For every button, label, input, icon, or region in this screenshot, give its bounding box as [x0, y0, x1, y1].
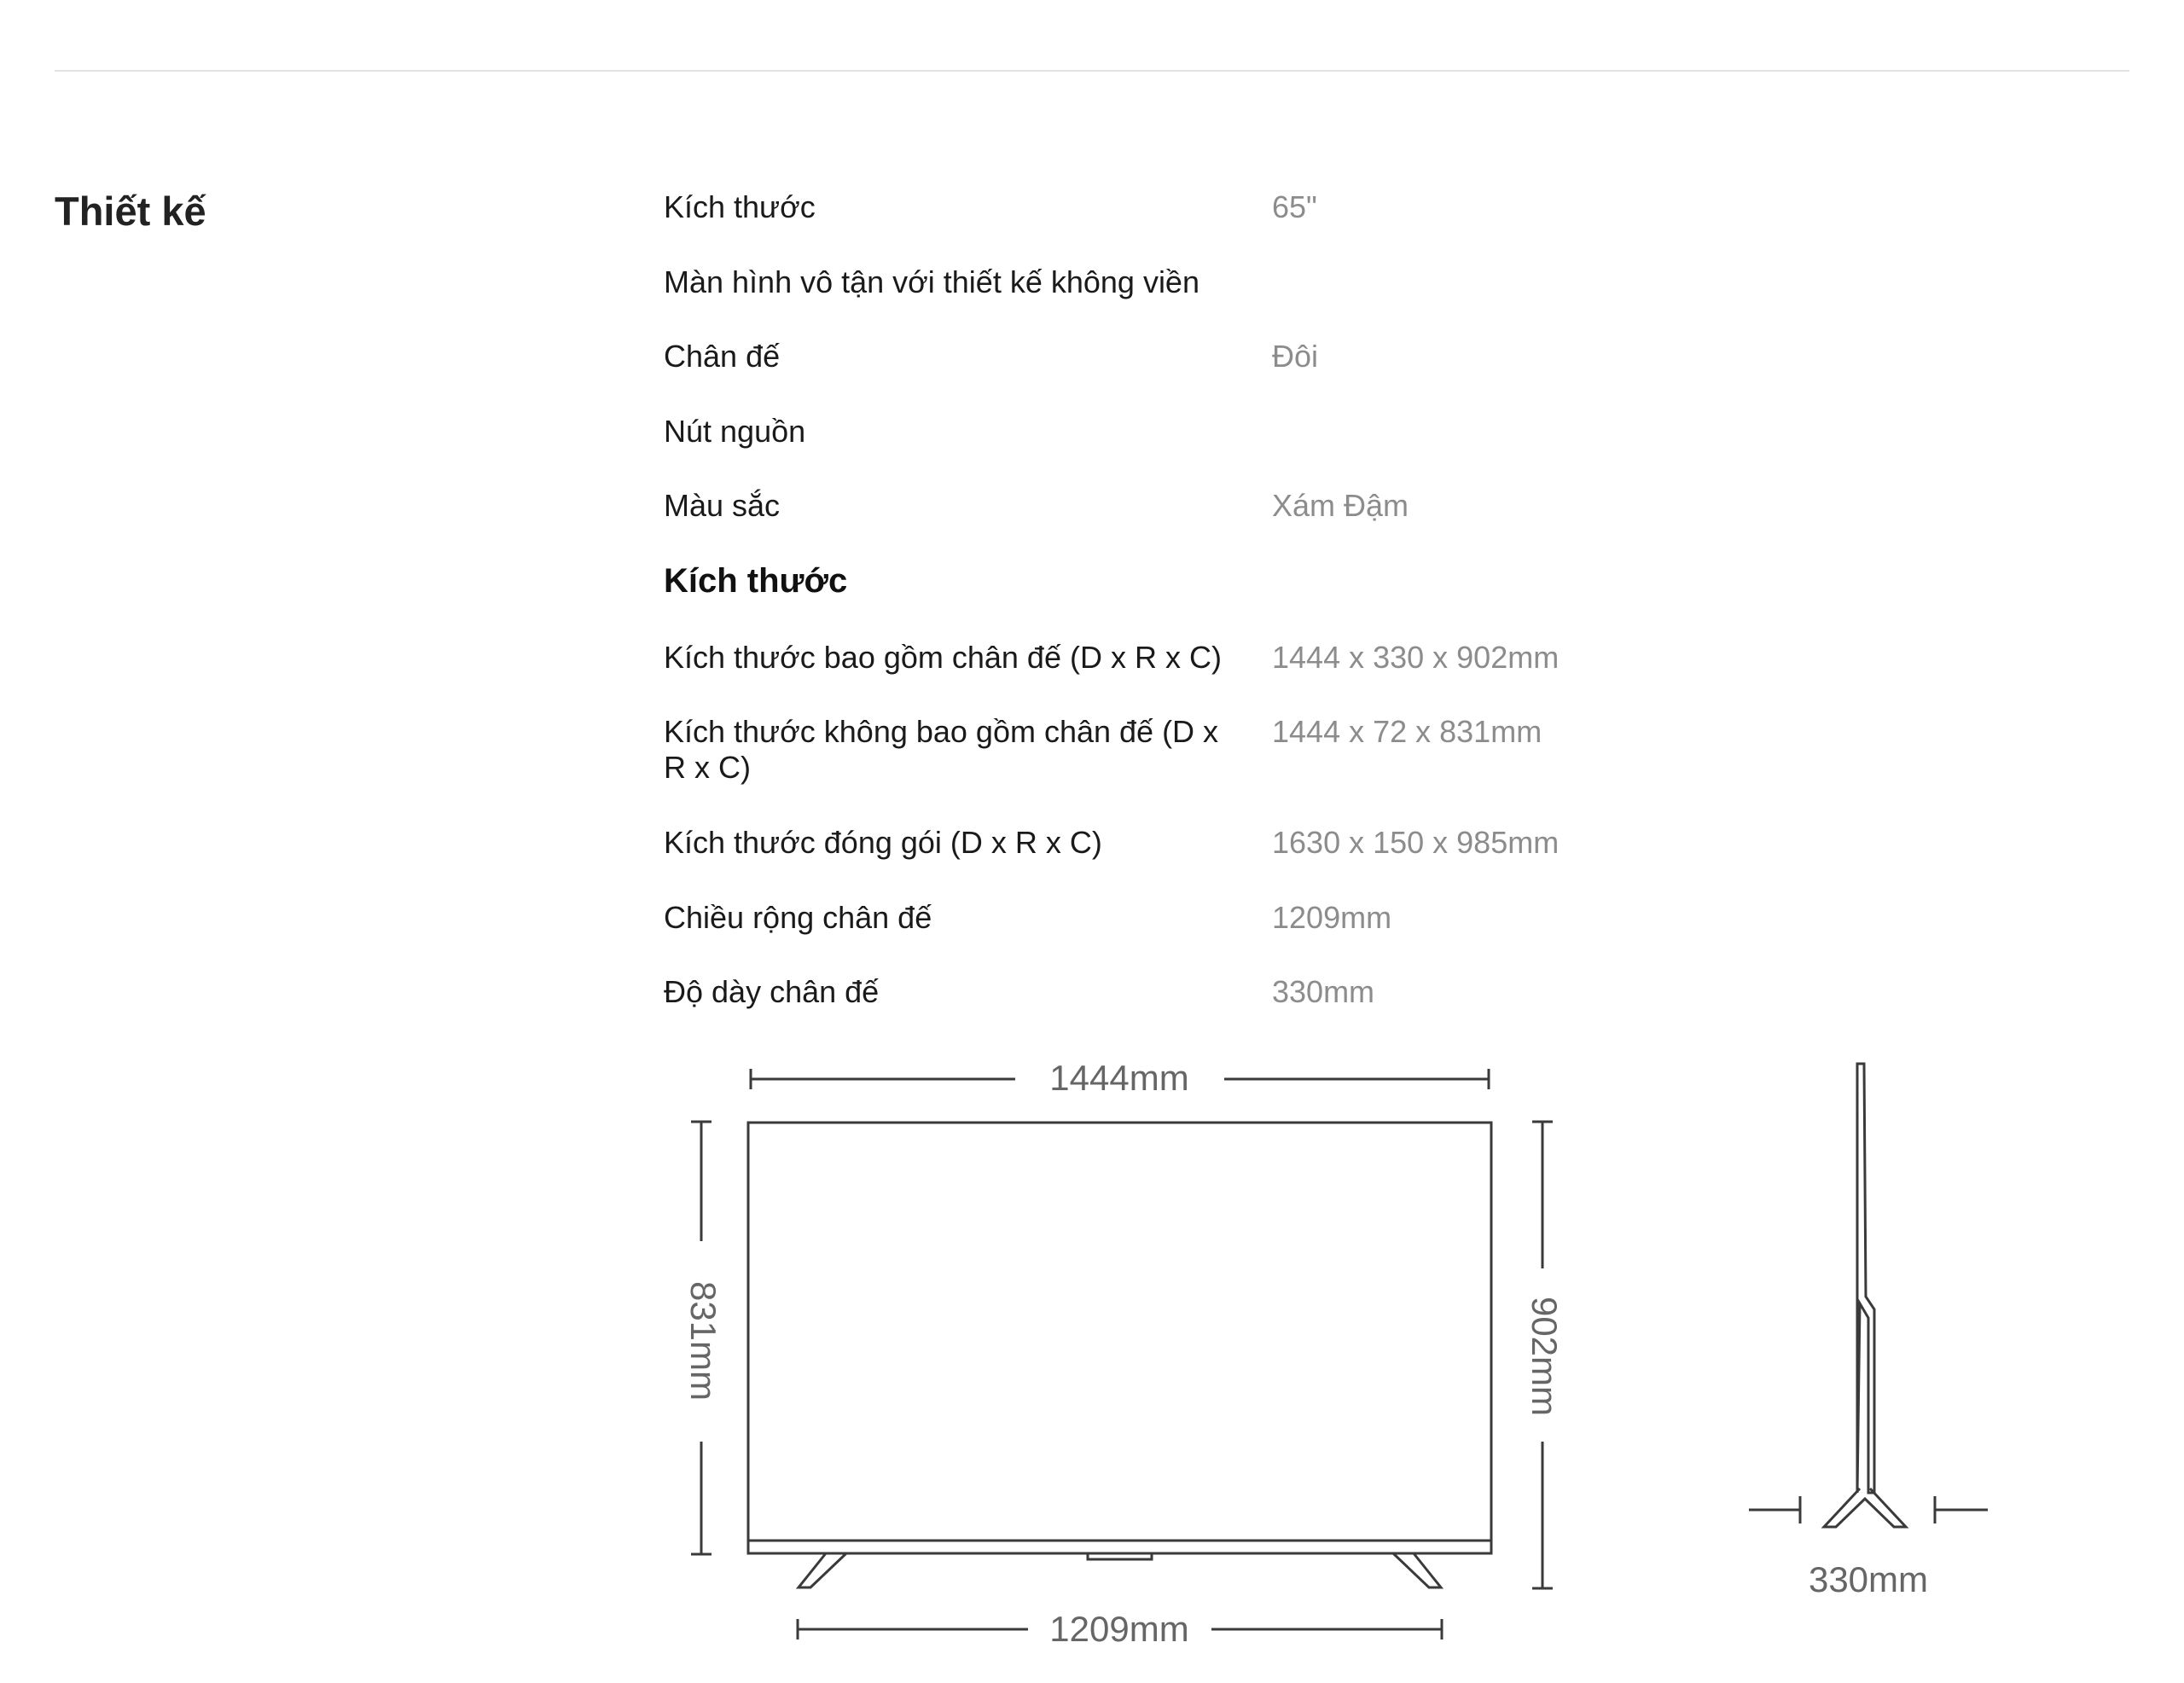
top-divider [55, 70, 2129, 72]
tv-stand-feet [799, 1553, 1441, 1587]
spec-value: 330mm [1272, 974, 1375, 1009]
spec-label: Độ dày chân đế [664, 974, 880, 1009]
section-title: Thiết kế [55, 189, 206, 234]
spec-value: 1444 x 72 x 831mm [1272, 714, 1542, 749]
stand-depth-label: 330mm [1808, 1559, 1929, 1599]
spec-label: Màn hình vô tận với thiết kế không viền [664, 264, 1199, 299]
spec-label: Kích thước [664, 189, 816, 224]
dimensions-heading: Kích thước [664, 562, 848, 600]
spec-value: Đôi [1272, 339, 1319, 374]
spec-value: 1209mm [1272, 900, 1392, 935]
spec-value: Xám Đậm [1272, 488, 1409, 523]
spec-value: 1630 x 150 x 985mm [1272, 825, 1560, 860]
spec-label: Chiều rộng chân đế [664, 900, 932, 935]
spec-label: Nút nguồn [664, 414, 806, 449]
spec-label: Chân đế [664, 339, 781, 374]
stand-width-label: 1209mm [1049, 1609, 1189, 1649]
spec-label: Kích thước không bao gồm chân đế (D x R x C) [664, 714, 1219, 785]
stand-depth-dimension-line [1749, 1496, 1988, 1523]
stand-width-dimension-line [798, 1619, 1442, 1639]
total-height-dimension-line [1532, 1122, 1553, 1588]
tv-front-outline [748, 1123, 1491, 1559]
total-height-label: 902mm [1525, 1296, 1565, 1417]
screen-height-dimension-line [691, 1122, 712, 1554]
width-dimension-line [751, 1069, 1489, 1089]
width-label: 1444mm [1049, 1058, 1189, 1098]
spec-value: 1444 x 330 x 902mm [1272, 640, 1560, 675]
spec-label: Kích thước đóng gói (D x R x C) [664, 825, 1102, 860]
spec-label: Kích thước bao gồm chân đế (D x R x C) [664, 640, 1222, 675]
spec-value: 65" [1272, 189, 1317, 224]
spec-label: Màu sắc [664, 488, 781, 523]
screen-height-label: 831mm [683, 1280, 723, 1402]
tv-side-profile [1824, 1064, 1906, 1527]
